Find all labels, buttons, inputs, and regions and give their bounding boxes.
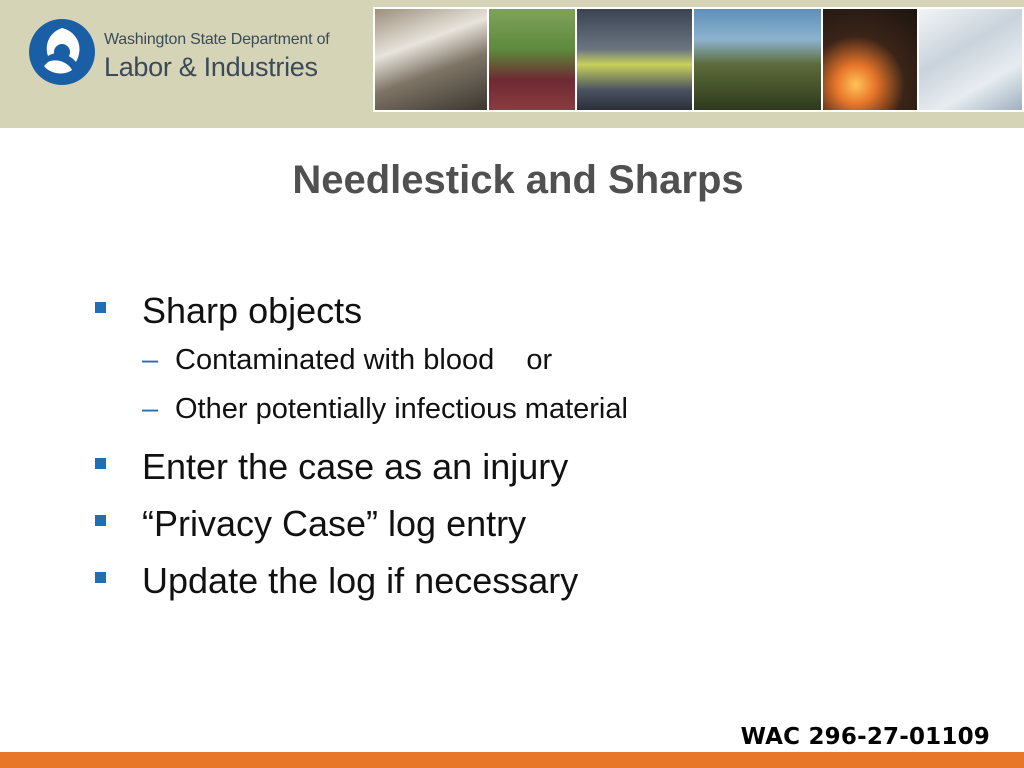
l-and-i-logo-icon — [26, 18, 98, 86]
bullet-text: Update the log if necessary — [142, 560, 579, 601]
bullet-text: Enter the case as an injury — [142, 446, 569, 487]
field-workers-photo — [694, 9, 823, 110]
welder-sparks-photo — [823, 9, 918, 110]
bullet-text: Sharp objects — [142, 290, 363, 331]
sub-bullet-text: Other potentially infectious material — [175, 393, 628, 425]
sub-bullet-text: Contaminated with blood or — [175, 344, 553, 376]
farm-worker-cherries-photo — [489, 9, 576, 110]
slide-header — [0, 0, 1024, 128]
slide-title: Needlestick and Sharps — [292, 158, 744, 202]
sub-bullet-dash-icon: – — [142, 393, 159, 425]
bullet-square-icon — [95, 458, 106, 469]
bullet-square-icon — [95, 302, 106, 313]
org-name-line1: Washington State Department of — [104, 31, 330, 48]
wac-reference: WAC 296-27-01109 — [740, 724, 990, 750]
org-name-line2: Labor & Industries — [104, 52, 318, 82]
header-photo-strip — [373, 7, 1024, 112]
bullet-square-icon — [95, 572, 106, 583]
worker-in-respirator-photo — [375, 9, 489, 110]
lab-worker-photo — [919, 9, 1022, 110]
footer-bar — [0, 752, 1024, 768]
sub-bullet-dash-icon: – — [142, 344, 159, 376]
construction-worker-vest-photo — [577, 9, 694, 110]
bullet-square-icon — [95, 515, 106, 526]
bullet-text: “Privacy Case” log entry — [142, 503, 527, 544]
